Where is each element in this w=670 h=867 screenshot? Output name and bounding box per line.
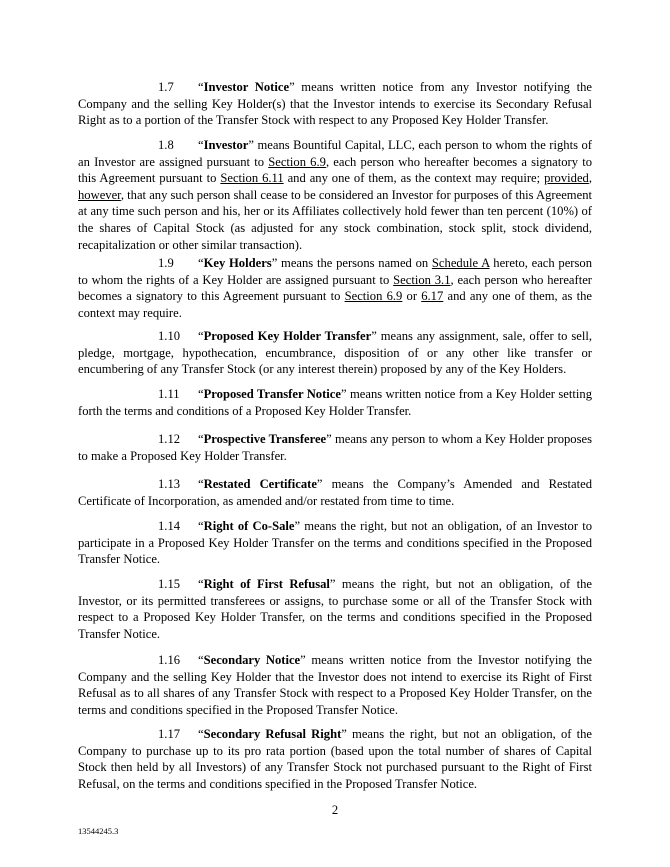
defined-term: Investor (203, 138, 249, 152)
definition-text: , each person who hereafter becomes a signatory to this Agreement pursuant to (78, 154, 592, 186)
section-number: 1.14 (158, 519, 181, 533)
section-number: 1.13 (158, 477, 181, 491)
defined-term: Proposed Key Holder Transfer (203, 329, 372, 343)
definition-text: and any one of them, as the context may require. (78, 289, 592, 320)
schedule-reference: Schedule A (431, 256, 490, 270)
section-number: 1.11 (158, 387, 180, 401)
section-number: 1.10 (158, 329, 181, 343)
definition-1-12: 1.12 “Prospective Transferee” means any person to whom a Key Holder proposes to make a Proposed Key Holder Transfer. (78, 432, 592, 463)
definition-text: and any one of them, as the context may require; (283, 171, 545, 186)
section-reference: Section 6.11 (220, 171, 284, 186)
definition-1-13: 1.13 “Restated Certificate” means the Company’s Amended and Restated Certificate of Incorporation, as amended and/or restated from time to time. (78, 477, 593, 508)
section-number: 1.9 (158, 256, 174, 270)
section-reference: Section 3.1 (393, 272, 451, 287)
section-number: 1.8 (158, 138, 174, 152)
definition-text: means any person to whom a Key Holder proposes to make a Proposed Key Holder Transfer. (78, 432, 592, 463)
section-reference: 6.17 (421, 289, 444, 304)
defined-term: Prospective Transferee (203, 432, 327, 446)
proviso-term: provided (544, 171, 589, 186)
definition-1-15: 1.15 “Right of First Refusal” means the right, but not an obligation, of the Investor, or its permitted transferees or assigns, to purchase some or all of the Transfer Stock with respect to a Proposed Key Holder Transfer, on the terms and conditions specified in the Proposed Transfer Notice. (78, 577, 592, 641)
definition-1-8: 1.8 “Investor” means Bountiful Capital, LLC, each person to whom the rights of an Investor are assigned pursuant to Section 6.9, each person who hereafter becomes a signatory to this Agreement pursuant to Section 6.11 and any one of them, as the context may require; provided, however, that any such person shall cease to be considered an Investor for purposes of this Agreement at any time such person and his, her or its Affiliates collectively hold fewer than ten percent (10%) of the shares of Capital Stock (as adjusted for any stock combination, stock split, stock dividend, recapitalization or other similar transaction). (78, 138, 592, 252)
definition-1-16: 1.16 “Secondary Notice” means written notice from the Investor notifying the Company and the selling Key Holder that the Investor does not intend to exercise its Right of First Refusal as to all shares of any Transfer Stock with respect to a Proposed Key Holder Transfer, on the terms and conditions specified in the Proposed Transfer Notice. (78, 653, 592, 717)
definition-text: means the right, but not an obligation, of the Investor, or its permitted transferees or assigns, to purchase some or all of the Transfer Stock with respect to a Proposed Key Holder Transfer, on the terms and conditions specified in the Proposed Transfer Notice. (78, 577, 592, 641)
page-number: 2 (331, 803, 339, 817)
definition-text: means Bountiful Capital, LLC, each person to whom the rights of an Investor are assigned pursuant to (78, 138, 592, 169)
definition-1-9: 1.9 “Key Holders” means the persons named on Schedule A hereto, each person to whom the rights of a Key Holder are assigned pursuant to Section 3.1, each person who hereafter becomes a signatory to this Agreement pursuant to Section 6.9 or 6.17 and any one of them, as the context may require. (78, 256, 593, 320)
definition-text: means written notice from any Investor notifying the Company and the selling Key Holder(s) that the Investor intends to exercise its Secondary Refusal Right as to a portion of the Transfer Stock with respect to any Proposed Key Holder Transfer. (78, 80, 592, 128)
definition-1-14: 1.14 “Right of Co-Sale” means the right, but not an obligation, of an Investor to participate in a Proposed Key Holder Transfer on the terms and conditions specified in the Proposed Transfer Notice. (78, 519, 592, 567)
definition-text: means any assignment, sale, offer to sell, pledge, mortgage, hypothecation, encumbrance, disposition of or any other like transfer or encumbering of any Transfer Stock (or any interest therein) proposed by any of the Key Holders. (78, 329, 592, 377)
section-number: 1.16 (158, 653, 181, 667)
defined-term: Restated Certificate (203, 477, 317, 491)
section-number: 1.12 (158, 432, 181, 446)
definition-text: , that any such person shall cease to be considered an Investor for purposes of this Agreement at any time such person and his, her or its Affiliates collectively hold fewer than ten percent (10%) of the shares of Capital Stock (as adjusted for any stock combination, stock split, stock dividend, recapitalization or other similar transaction). (78, 187, 592, 252)
definition-1-10: 1.10 “Proposed Key Holder Transfer” means any assignment, sale, offer to sell, pledge, mortgage, hypothecation, encumbrance, disposition of or any other like transfer or encumbering of any Transfer Stock (or any interest therein) proposed by any of the Key Holders. (78, 329, 592, 377)
definition-text: means written notice from the Investor notifying the Company and the selling Key Holder that the Investor does not intend to exercise its Right of First Refusal as to all shares of any Transfer Stock with respect to a Proposed Key Holder Transfer, on the terms and conditions specified in the Proposed Transfer Notice. (78, 653, 592, 717)
proviso-term: however (78, 187, 121, 202)
section-reference: Section 6.9 (344, 289, 403, 304)
definition-text: means the Company’s Amended and Restated Certificate of Incorporation, as amended and/or restated from time to time. (78, 477, 593, 508)
section-number: 1.7 (158, 80, 174, 94)
definition-text: hereto, each person to whom the rights of a Key Holder are assigned pursuant to (78, 256, 593, 287)
definition-text: , each person who hereafter becomes a signatory to this Agreement pursuant to (78, 272, 592, 304)
defined-term: Proposed Transfer Notice (203, 387, 341, 401)
section-number: 1.17 (158, 727, 181, 741)
definition-1-7: 1.7 “Investor Notice” means written notice from any Investor notifying the Company and the selling Key Holder(s) that the Investor intends to exercise its Secondary Refusal Right as to a portion of the Transfer Stock with respect to any Proposed Key Holder Transfer. (78, 80, 592, 128)
section-reference: Section 6.9 (268, 154, 326, 169)
definition-text: , (588, 171, 592, 186)
definition-text: means the persons named on (277, 256, 432, 270)
document-id: 13544245.3 (78, 826, 119, 836)
defined-term: Secondary Refusal Right (203, 727, 342, 741)
definition-text: means the right, but not an obligation, of an Investor to participate in a Proposed Key Holder Transfer on the terms and conditions specified in the Proposed Transfer Notice. (78, 519, 592, 567)
defined-term: Key Holders (203, 256, 272, 270)
definition-1-11: 1.11 “Proposed Transfer Notice” means written notice from a Key Holder setting forth the terms and conditions of a Proposed Key Holder Transfer. (78, 387, 592, 418)
definition-text: means the right, but not an obligation, of the Company to purchase up to its pro rata portion (based upon the total number of shares of Capital Stock then held by all Investors) of any Transfer Stock not purchased pursuant to the Right of First Refusal, on the terms and conditions specified in the Proposed Transfer Notice. (78, 727, 592, 791)
definition-1-17: 1.17 “Secondary Refusal Right” means the right, but not an obligation, of the Company to purchase up to its pro rata portion (based upon the total number of shares of Capital Stock then held by all Investors) of any Transfer Stock not purchased pursuant to the Right of First Refusal, on the terms and conditions specified in the Proposed Transfer Notice. (78, 727, 592, 791)
defined-term: Secondary Notice (203, 653, 301, 667)
definition-text: means written notice from a Key Holder setting forth the terms and conditions of a Proposed Key Holder Transfer. (78, 387, 592, 418)
defined-term: Investor Notice (203, 80, 290, 94)
defined-term: Right of Co-Sale (203, 519, 295, 533)
defined-term: Right of First Refusal (203, 577, 330, 591)
definition-text: or (402, 289, 422, 304)
section-number: 1.15 (158, 577, 181, 591)
